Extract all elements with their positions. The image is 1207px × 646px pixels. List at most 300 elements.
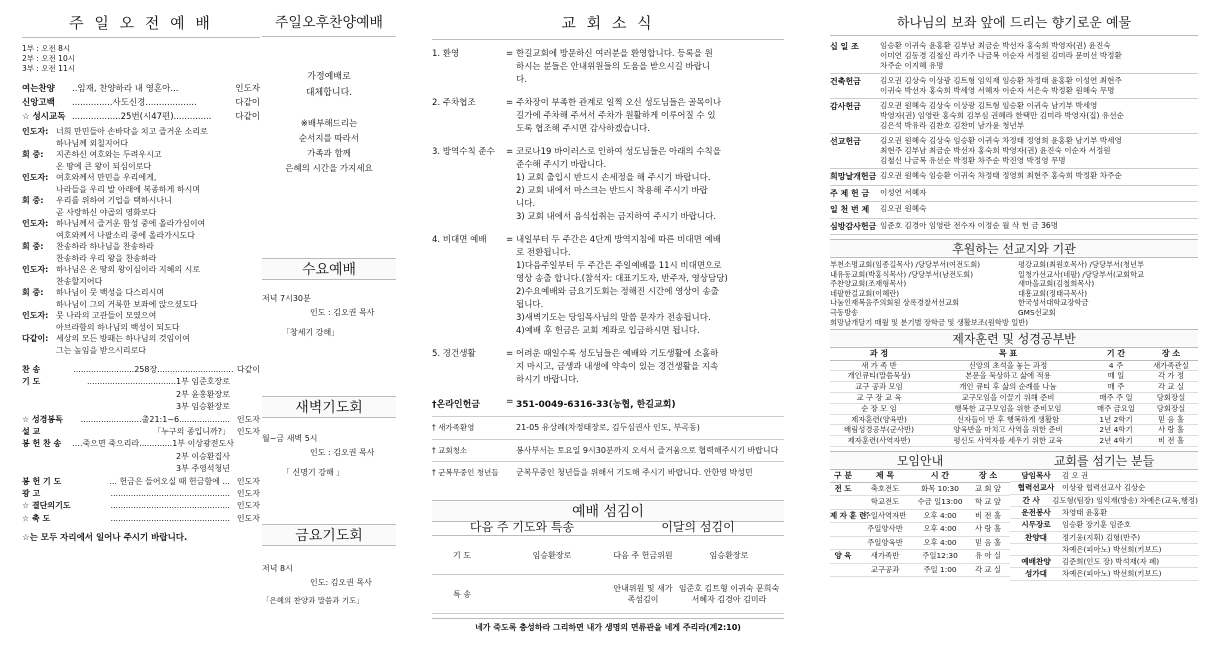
offerings-list bbox=[830, 39, 1198, 235]
offering-line: 김오권 원혜숙 bbox=[880, 204, 927, 213]
order2-row bbox=[22, 426, 260, 438]
offering-names bbox=[880, 188, 1198, 200]
training-cell: 새가족관실 bbox=[1153, 360, 1189, 370]
wed-time: 저녁 7시30분 bbox=[262, 294, 311, 303]
training-head-cell: 기 간 bbox=[1106, 349, 1126, 359]
training-row bbox=[830, 425, 1198, 436]
server-row bbox=[1010, 544, 1198, 556]
order2-label bbox=[22, 451, 80, 463]
serve-head: 다음 주 기도와 특송 bbox=[469, 520, 575, 534]
reading-text: 하나님께 외칠지어다 bbox=[56, 138, 129, 148]
offering-line: 최현주 김부남 최금순 박선자 홍숙희 박영자(권) 윤진숙 이순자 서정원 bbox=[880, 146, 1111, 155]
order2-label: 찬 송 bbox=[22, 365, 41, 374]
news-item bbox=[432, 48, 784, 87]
mission-left: 극동방송 bbox=[830, 307, 859, 317]
extra-val: 군복무중인 청년들을 위해서 기도해 주시기 바랍니다. 안한영 박성민 bbox=[516, 468, 753, 477]
mission-left: 네팔한걸교회(이혜란) bbox=[830, 288, 900, 298]
dawn-topic: 「 신명기 강해 」 bbox=[282, 468, 345, 477]
reading-speaker: 인도자: bbox=[22, 173, 49, 182]
reading-speaker bbox=[22, 322, 56, 334]
extra-key: † 교회청소 bbox=[432, 445, 468, 455]
training-cell: 각 교 실 bbox=[1157, 382, 1185, 392]
training-cell: 사 랑 홀 bbox=[1157, 425, 1185, 435]
order2-row bbox=[22, 513, 260, 525]
groups-cell: 주일사역자반 bbox=[863, 510, 907, 520]
groups-row bbox=[830, 496, 1010, 510]
order2-label: 기 도 bbox=[22, 377, 41, 387]
offerings-panel bbox=[830, 0, 1198, 646]
reading-text: 하나님이 그의 거룩한 보좌에 앉으셨도다 bbox=[56, 299, 198, 309]
sunday-morning-panel bbox=[22, 0, 260, 646]
training-cell: 행복한 교구모임을 위한 준비모임 bbox=[954, 403, 1062, 413]
training-cell: 매 일 bbox=[1107, 371, 1125, 381]
groups-row bbox=[830, 510, 1010, 524]
offering-names bbox=[880, 41, 1198, 71]
groups-cell: 교 회 앞 bbox=[974, 483, 1002, 493]
extra-item bbox=[432, 439, 784, 462]
dawn-leader: 인도 : 김오권 목사 bbox=[310, 448, 375, 457]
offering-row bbox=[830, 39, 1198, 74]
afternoon-note bbox=[262, 117, 396, 177]
news-line: 4)예배 후 헌금은 교회 계좌로 입금하시면 됩니다. bbox=[516, 326, 700, 336]
mission-list bbox=[830, 260, 1198, 327]
offering-line: 김은석 박유라 김찬호 김찬미 남가윤 청년부 bbox=[880, 121, 1025, 130]
reading-speaker bbox=[22, 345, 56, 357]
offering-names bbox=[880, 204, 1198, 216]
dawn-time: 월~금 새벽 5시 bbox=[262, 434, 318, 443]
afternoon-line: 가정예배로 bbox=[307, 72, 351, 82]
reading-text: 하나님이 뭇 백성을 다스리시며 bbox=[56, 288, 165, 297]
training-cell: 매주 주 일 bbox=[1099, 393, 1133, 403]
extra-val: 21-05 유상례(차정태장로, 김두심권사 인도, 부곡동) bbox=[516, 423, 700, 432]
order-label: ☆ 성시교독 bbox=[22, 112, 66, 122]
reading-text: 온 땅에 큰 왕이 되심이로다 bbox=[56, 161, 152, 171]
news-line: 준수해 주시기 바랍니다. bbox=[516, 160, 607, 170]
news-body bbox=[516, 97, 784, 136]
news-line: 도록 협조해 주시면 감사하겠습니다. bbox=[516, 124, 650, 134]
server-row bbox=[1010, 556, 1198, 568]
reading-speaker: 인도자: bbox=[22, 311, 49, 320]
reading-line bbox=[22, 287, 260, 299]
reading-text: 세상의 모든 방패는 하나님의 것임이여 bbox=[56, 334, 190, 343]
training-cell: 순 장 모 임 bbox=[861, 403, 897, 413]
offering-names bbox=[880, 136, 1198, 166]
order2-label: 설 교 bbox=[22, 427, 41, 437]
reading-line bbox=[22, 230, 260, 242]
groups-cell: 학교전도 bbox=[870, 497, 900, 507]
order2-who: 인도자 bbox=[236, 501, 260, 511]
order-who: 다같이 bbox=[235, 98, 260, 108]
afternoon-lines bbox=[262, 69, 396, 101]
offering-line: 이성연 서혜자 bbox=[880, 187, 927, 197]
serve-cell: 특 송 bbox=[453, 589, 471, 599]
offering-key: 일 천 번 제 bbox=[830, 205, 870, 214]
mission-right: 일청가선교사(네팔) /당당부서(교회학교 bbox=[1018, 269, 1145, 279]
groups-cell: 유 아 실 bbox=[974, 551, 1002, 561]
stand-note: ☆는 모두 자리에서 일어나 주시기 바랍니다. bbox=[22, 533, 188, 544]
extra-val: 봉사부서는 토요일 9시30분까지 오셔서 즐거움으로 협력해주시기 바랍니다 bbox=[516, 445, 779, 455]
groups-head-cell: 시 간 bbox=[930, 471, 950, 481]
groups-cell: 양 육 bbox=[834, 551, 852, 561]
server-row bbox=[1010, 519, 1198, 531]
training-cell: 본문을 묵상하고 삶에 적용 bbox=[965, 371, 1051, 381]
groups-cell: 오후 4:00 bbox=[923, 524, 957, 534]
news-body bbox=[516, 234, 784, 338]
training-title: 제자훈련 및 성경공부반 bbox=[830, 329, 1198, 348]
order2-text: ........................258장.............................. bbox=[73, 365, 234, 374]
fri-time: 저녁 8시 bbox=[262, 564, 293, 573]
news-line: 지 마시고, 금생과 내생에 약속이 있는 경건생활을 지속 bbox=[516, 362, 719, 372]
reading-text: 우리를 위하여 기업을 택하시나니 bbox=[56, 196, 172, 205]
groups-cell: 제 자 훈 련 bbox=[830, 510, 867, 520]
offerings-title: 하나님의 보좌 앞에 드리는 향기로운 예물 bbox=[830, 12, 1198, 36]
offering-line: 김오권 김상숙 이상광 김트형 임익재 임승환 차정태 윤홍환 이성연 최현주 bbox=[880, 76, 1122, 85]
reading-line bbox=[22, 299, 260, 311]
servers-title: 교회를 섬기는 분들 bbox=[1010, 451, 1198, 470]
servers-list bbox=[1010, 470, 1198, 581]
offering-line: 임승환 이귀숙 윤홍환 김부남 최금순 박선자 홍숙희 박영자(권) 윤진숙 bbox=[880, 41, 1111, 50]
training-row bbox=[830, 404, 1198, 415]
reading-text: 여호와께서 만민을 우리에게, bbox=[56, 173, 157, 182]
serve-cell: 임승환장로 bbox=[709, 550, 749, 560]
order2-who: 인도자 bbox=[236, 513, 260, 523]
groups-cell: 화목 10:30 bbox=[921, 483, 959, 493]
order2-label: ☆ 축 도 bbox=[22, 513, 51, 523]
reading-line bbox=[22, 253, 260, 265]
news-item bbox=[432, 97, 784, 136]
groups-title: 모임안내 bbox=[830, 451, 1010, 470]
news-item bbox=[432, 146, 784, 224]
order2-text: 2부 윤홍환장로 bbox=[175, 389, 230, 399]
reading-speaker: 회 중: bbox=[22, 242, 44, 251]
reading-text: 찬송하라 하나님을 찬송하라 bbox=[56, 242, 154, 251]
training-row bbox=[830, 393, 1198, 404]
training-head-cell: 목 표 bbox=[998, 349, 1018, 359]
order2-row bbox=[22, 364, 260, 376]
serve-title: 예배 섬김이 bbox=[432, 500, 784, 522]
news-key: 3. 방역수칙 준수 bbox=[432, 147, 495, 157]
order2-text: 2부 이승환집사 bbox=[175, 451, 230, 461]
training-cell: 교구모임을 이끌기 위해 준비 bbox=[961, 393, 1055, 403]
mission-title: 후원하는 선교지와 기관 bbox=[830, 239, 1198, 258]
wed-topic: 「창세기 강해」 bbox=[282, 328, 340, 337]
server-role: 예배찬양 bbox=[1021, 557, 1051, 567]
training-cell: 2년 4학기 bbox=[1099, 436, 1133, 446]
mission-row bbox=[830, 308, 1198, 318]
account-number: 351-0049-6316-33(농협, 한길교회) bbox=[516, 400, 676, 410]
server-names: 이상광 협력선교사 김상순 bbox=[1062, 483, 1146, 493]
reading-text: 뭇 나라의 고관들이 모였으여 bbox=[56, 311, 157, 320]
reading-text: 그는 높임을 받으시리로다 bbox=[56, 345, 147, 355]
training-cell: 평신도 사역자를 세우기 위한 교육 bbox=[953, 436, 1063, 446]
reading-line bbox=[22, 310, 260, 322]
server-row bbox=[1010, 482, 1198, 494]
dawn-info bbox=[262, 432, 396, 480]
mission-left: 희망날개달기 매월 및 분기별 장학금 및 생활보조(원학방 일반) bbox=[830, 317, 1029, 327]
reading-text: 여호와께서 나팔소리 중에 올라가시도다 bbox=[56, 230, 196, 240]
responsive-reading bbox=[22, 126, 260, 356]
training-cell: 양육반을 마치고 사역을 위한 준비 bbox=[953, 425, 1063, 435]
order-text: ..임재, 찬양하라 내 영혼아... bbox=[72, 84, 179, 94]
extra-news bbox=[432, 416, 784, 484]
training-cell: 4 주 bbox=[1108, 360, 1124, 370]
training-cell: 당회장실 bbox=[1156, 393, 1186, 403]
account-label: †온라인헌금 bbox=[432, 400, 480, 410]
order2-text: 3부 임승환장로 bbox=[175, 402, 230, 412]
order2-text: ............................................... bbox=[110, 513, 230, 523]
offering-line: 임준호 김경아 임영란 전수자 이정순 월 삭 헌 금 36명 bbox=[880, 220, 1059, 230]
offering-names bbox=[880, 221, 1198, 233]
serve-head: 이달의 섬김이 bbox=[661, 520, 735, 534]
wed-leader: 인도 : 김오권 목사 bbox=[310, 308, 375, 317]
news-item bbox=[432, 348, 784, 387]
server-role: 운전봉사 bbox=[1021, 507, 1051, 517]
training-cell: 제자훈련(양육반) bbox=[851, 414, 907, 424]
mission-right: GMS선교회 bbox=[1018, 307, 1056, 317]
offering-names bbox=[880, 171, 1198, 183]
service-times bbox=[22, 44, 260, 74]
reading-line bbox=[22, 149, 260, 161]
groups-row bbox=[830, 523, 1010, 537]
groups-row bbox=[830, 483, 1010, 497]
reading-line bbox=[22, 218, 260, 230]
offering-line: 이미연 김동경 김철신 라기주 나금복 이순자 서정원 김미라 문미선 박정환 bbox=[880, 51, 1122, 60]
groups-cell bbox=[830, 496, 856, 509]
order-label: 신앙고백 bbox=[22, 98, 55, 108]
server-names: 차예은(피아노) 박선희(키보드) bbox=[1062, 569, 1162, 579]
mission-row bbox=[830, 318, 1198, 328]
groups-head-cell: 구 분 bbox=[833, 471, 853, 481]
friday-title: 금요기도회 bbox=[262, 524, 396, 546]
reading-speaker bbox=[22, 161, 56, 173]
training-cell: 매주 금요일 bbox=[1096, 403, 1136, 413]
training-cell: 배림성경공부(군사반) bbox=[843, 425, 915, 435]
order2-label bbox=[22, 389, 80, 401]
offering-key: 십 일 조 bbox=[830, 42, 859, 51]
news-line: 다. bbox=[516, 75, 527, 85]
reading-line bbox=[22, 184, 260, 196]
order2-label: ☆ 결단의기도 bbox=[22, 501, 71, 511]
offering-row bbox=[830, 186, 1198, 203]
offering-row bbox=[830, 202, 1198, 219]
server-role: 담임목사 bbox=[1021, 471, 1051, 481]
news-key: 5. 경건생활 bbox=[432, 349, 476, 359]
note-line: 은혜의 시간을 가지세요 bbox=[285, 164, 373, 174]
offering-row bbox=[830, 134, 1198, 169]
order2-label: 봉 헌 찬 송 bbox=[22, 439, 62, 449]
offering-names bbox=[880, 101, 1198, 131]
serve-cell: 안내위원 및 새가족섬김이 bbox=[613, 584, 673, 604]
news-item bbox=[432, 234, 784, 338]
order-who: 인도자 bbox=[235, 84, 260, 94]
news-line: 2)수요예배와 금요기도회는 정해진 시간에 영상이 송출 bbox=[516, 287, 719, 297]
reading-line bbox=[22, 276, 260, 288]
training-cell: 2년 4학기 bbox=[1099, 425, 1133, 435]
mission-row bbox=[830, 270, 1198, 280]
news-list bbox=[432, 48, 784, 387]
note-line: 가족과 함께 bbox=[307, 149, 351, 159]
news-body bbox=[516, 348, 784, 387]
serve-row bbox=[432, 536, 784, 575]
afternoon-line: 대체합니다. bbox=[305, 88, 353, 98]
training-table bbox=[830, 348, 1198, 447]
news-key: 4. 비대면 예배 bbox=[432, 235, 487, 245]
news-line: 영상 송출 합니다.(참석자: 대표기도자, 반주자, 영상담당) bbox=[516, 274, 728, 284]
groups-cell: 새가족반 bbox=[870, 551, 900, 561]
groups-cell bbox=[830, 564, 856, 577]
order-who: 다같이 bbox=[235, 112, 260, 122]
reading-text: 곧 사랑하신 야곱의 영화로다 bbox=[56, 207, 157, 217]
news-line: 내일부터 두 주간은 4단계 방역지침에 따른 비대면 예배 bbox=[516, 235, 721, 245]
reading-text: 찬송하라 우리 왕을 찬송하라 bbox=[56, 253, 157, 263]
server-names: 차예은(피아노) 박선희(키보드) bbox=[1062, 544, 1162, 554]
offering-key: 희망날개헌금 bbox=[830, 172, 877, 181]
news-line: 로 전환됩니다. bbox=[516, 248, 571, 258]
order2-row bbox=[22, 500, 260, 512]
mission-left: 나눔인재복음주의회원 상록경찰서선교회 bbox=[830, 298, 960, 308]
order2-who bbox=[230, 463, 260, 475]
mission-row bbox=[830, 298, 1198, 308]
training-cell: 제자훈련(사역자반) bbox=[847, 436, 911, 446]
offering-line: 차주순 이지혜 유명 bbox=[880, 61, 944, 70]
reading-speaker bbox=[22, 207, 56, 219]
training-cell: 신앙의 초석을 놓는 과정 bbox=[968, 360, 1048, 370]
reading-text: 나라들을 우리 발 아래에 복종하게 하시며 bbox=[56, 184, 201, 194]
time-2: 2부 : 오전 10시 bbox=[22, 54, 75, 63]
news-line: 1) 교회 출입시 반드시 손세정을 해 주시기 바랍니다. bbox=[516, 173, 711, 183]
reading-text: 찬송할지어다 bbox=[56, 276, 103, 286]
training-head bbox=[830, 348, 1198, 361]
server-names: 차영태 윤홍환 bbox=[1062, 507, 1108, 517]
mission-right bbox=[1018, 318, 1198, 328]
friday-info bbox=[262, 562, 396, 608]
order2-row bbox=[22, 401, 260, 413]
news-body bbox=[516, 48, 784, 87]
reading-speaker: 인도자: bbox=[22, 265, 49, 274]
reading-speaker bbox=[22, 184, 56, 196]
server-role: 성가대 bbox=[1024, 569, 1047, 579]
groups-cell: 오후 4:00 bbox=[923, 510, 957, 520]
groups-cell: 비 전 홀 bbox=[974, 510, 1002, 520]
news-line: 코로나19 바이러스로 인하여 성도님들은 아래의 수칙을 bbox=[516, 147, 721, 157]
news-line: 하시는 분들은 안내위원들의 도움을 받으시길 바랍니 bbox=[516, 62, 711, 72]
reading-speaker: 인도자: bbox=[22, 219, 49, 228]
serve-cell: 임준호 김트형 이귀숙 문희숙 서혜자 김경아 김미라 bbox=[678, 584, 780, 604]
reading-speaker bbox=[22, 138, 56, 150]
training-cell: 1년 2학기 bbox=[1099, 414, 1133, 424]
news-title: 교 회 소 식 bbox=[432, 12, 784, 40]
groups-cell: 각 교 실 bbox=[974, 564, 1002, 574]
bible-verse: 네가 죽도록 충성하라 그리하면 내가 생명의 면류관을 네게 주리라(계2:10) bbox=[432, 618, 784, 633]
order-row bbox=[22, 96, 260, 110]
serve-table bbox=[432, 518, 784, 633]
reading-speaker: 회 중: bbox=[22, 150, 44, 159]
offering-key: 감사헌금 bbox=[830, 102, 861, 111]
order2-label bbox=[22, 401, 80, 413]
mission-row bbox=[830, 279, 1198, 289]
dawn-title: 새벽기도회 bbox=[262, 396, 396, 418]
groups-row bbox=[830, 550, 1010, 564]
offering-row bbox=[830, 99, 1198, 134]
news-line: 1)다음주일부터 두 주간은 주일예배를 11시 비대면으로 bbox=[516, 261, 722, 271]
groups-cell: 수금 일13:00 bbox=[917, 497, 963, 507]
news-eq: = bbox=[506, 49, 514, 59]
order2-row bbox=[22, 463, 260, 475]
order2-who bbox=[230, 451, 260, 463]
news-line: 3) 교회 내에서 음식섭취는 금지하여 주시기 바랍니다. bbox=[516, 212, 717, 222]
order-text: ..................25번(시47편).............. bbox=[72, 112, 212, 122]
fri-topic: 「은혜의 찬양과 말씀과 기도」 bbox=[262, 596, 364, 605]
offering-line: 이귀숙 박선자 홍숙희 박세영 서혜자 이순자 서은숙 박정환 원혜숙 무명 bbox=[880, 86, 1115, 95]
worship-order-2 bbox=[22, 364, 260, 525]
news-line: 어려운 때일수록 성도님들은 예배와 기도생활에 소홀하 bbox=[516, 349, 719, 359]
server-names: 김도형(팀장) 임익재(방송) 차예은(교육,행정) bbox=[1052, 495, 1198, 505]
order2-who: 인도자 bbox=[236, 476, 260, 486]
groups-head-cell: 장 소 bbox=[978, 471, 998, 481]
reading-text: 하나님은 온 땅의 왕이심이라 지혜의 시로 bbox=[56, 265, 201, 274]
training-row bbox=[830, 361, 1198, 372]
order2-who bbox=[230, 376, 260, 388]
news-line: 한길교회에 방문하신 여러분을 환영합니다. 등록을 원 bbox=[516, 49, 713, 59]
reading-line bbox=[22, 172, 260, 184]
news-line: 주차장이 부족한 관계로 일찍 오신 성도님들은 골목이나 bbox=[516, 98, 722, 108]
reading-line bbox=[22, 195, 260, 207]
training-cell: 신자들이 반 후 행복하게 생활함 bbox=[956, 414, 1060, 424]
offering-names bbox=[880, 76, 1198, 96]
server-role: 찬양대 bbox=[1024, 532, 1047, 542]
order2-row bbox=[22, 488, 260, 500]
training-row bbox=[830, 436, 1198, 447]
order-label: 여는찬양 bbox=[22, 84, 55, 94]
reading-speaker bbox=[22, 253, 56, 265]
mission-right: 한국성서대학교장학금 bbox=[1018, 298, 1089, 308]
mission-left: 부천소명교회(임종길목사) /당당부서(여전도회) bbox=[830, 260, 981, 269]
server-role: 협력선교사 bbox=[1017, 483, 1055, 493]
reading-speaker: 회 중: bbox=[22, 196, 44, 205]
order2-text: ........................출21:1~6.................... bbox=[80, 414, 230, 424]
server-role: 간 사 bbox=[1022, 495, 1040, 505]
reading-line bbox=[22, 161, 260, 173]
other-services-panel bbox=[262, 0, 396, 646]
server-row bbox=[1010, 507, 1198, 519]
server-role: 시무장로 bbox=[1021, 520, 1051, 530]
order2-text: ............................................... bbox=[110, 501, 230, 511]
extra-item bbox=[432, 461, 784, 484]
reading-line bbox=[22, 322, 260, 334]
training-head-cell: 과 정 bbox=[869, 349, 889, 359]
groups-cell: 주일 1:00 bbox=[923, 564, 957, 574]
groups-row bbox=[830, 537, 1010, 551]
reading-speaker: 인도자: bbox=[22, 127, 49, 136]
groups-cell: 사 랑 홀 bbox=[974, 524, 1002, 534]
groups-head bbox=[830, 470, 1010, 483]
news-eq: = bbox=[506, 235, 514, 245]
order2-row bbox=[22, 389, 260, 401]
offering-row bbox=[830, 219, 1198, 236]
order2-row bbox=[22, 376, 260, 388]
reading-speaker bbox=[22, 276, 56, 288]
server-role bbox=[1010, 544, 1062, 555]
training-cell: 당회장실 bbox=[1156, 403, 1186, 413]
reading-line bbox=[22, 207, 260, 219]
mission-right: 새마을교회(김철희목사) bbox=[1018, 279, 1095, 289]
training-cell: 개인 큐티 후 삶의 순례를 나눔 bbox=[959, 382, 1057, 392]
offering-key: 건축헌금 bbox=[830, 77, 861, 86]
order2-label: 봉 헌 기 도 bbox=[22, 476, 62, 486]
training-cell: 교 구 장 교 육 bbox=[856, 393, 902, 403]
order2-who: 인도자 bbox=[236, 489, 260, 499]
training-cell: 매 주 bbox=[1107, 382, 1125, 392]
